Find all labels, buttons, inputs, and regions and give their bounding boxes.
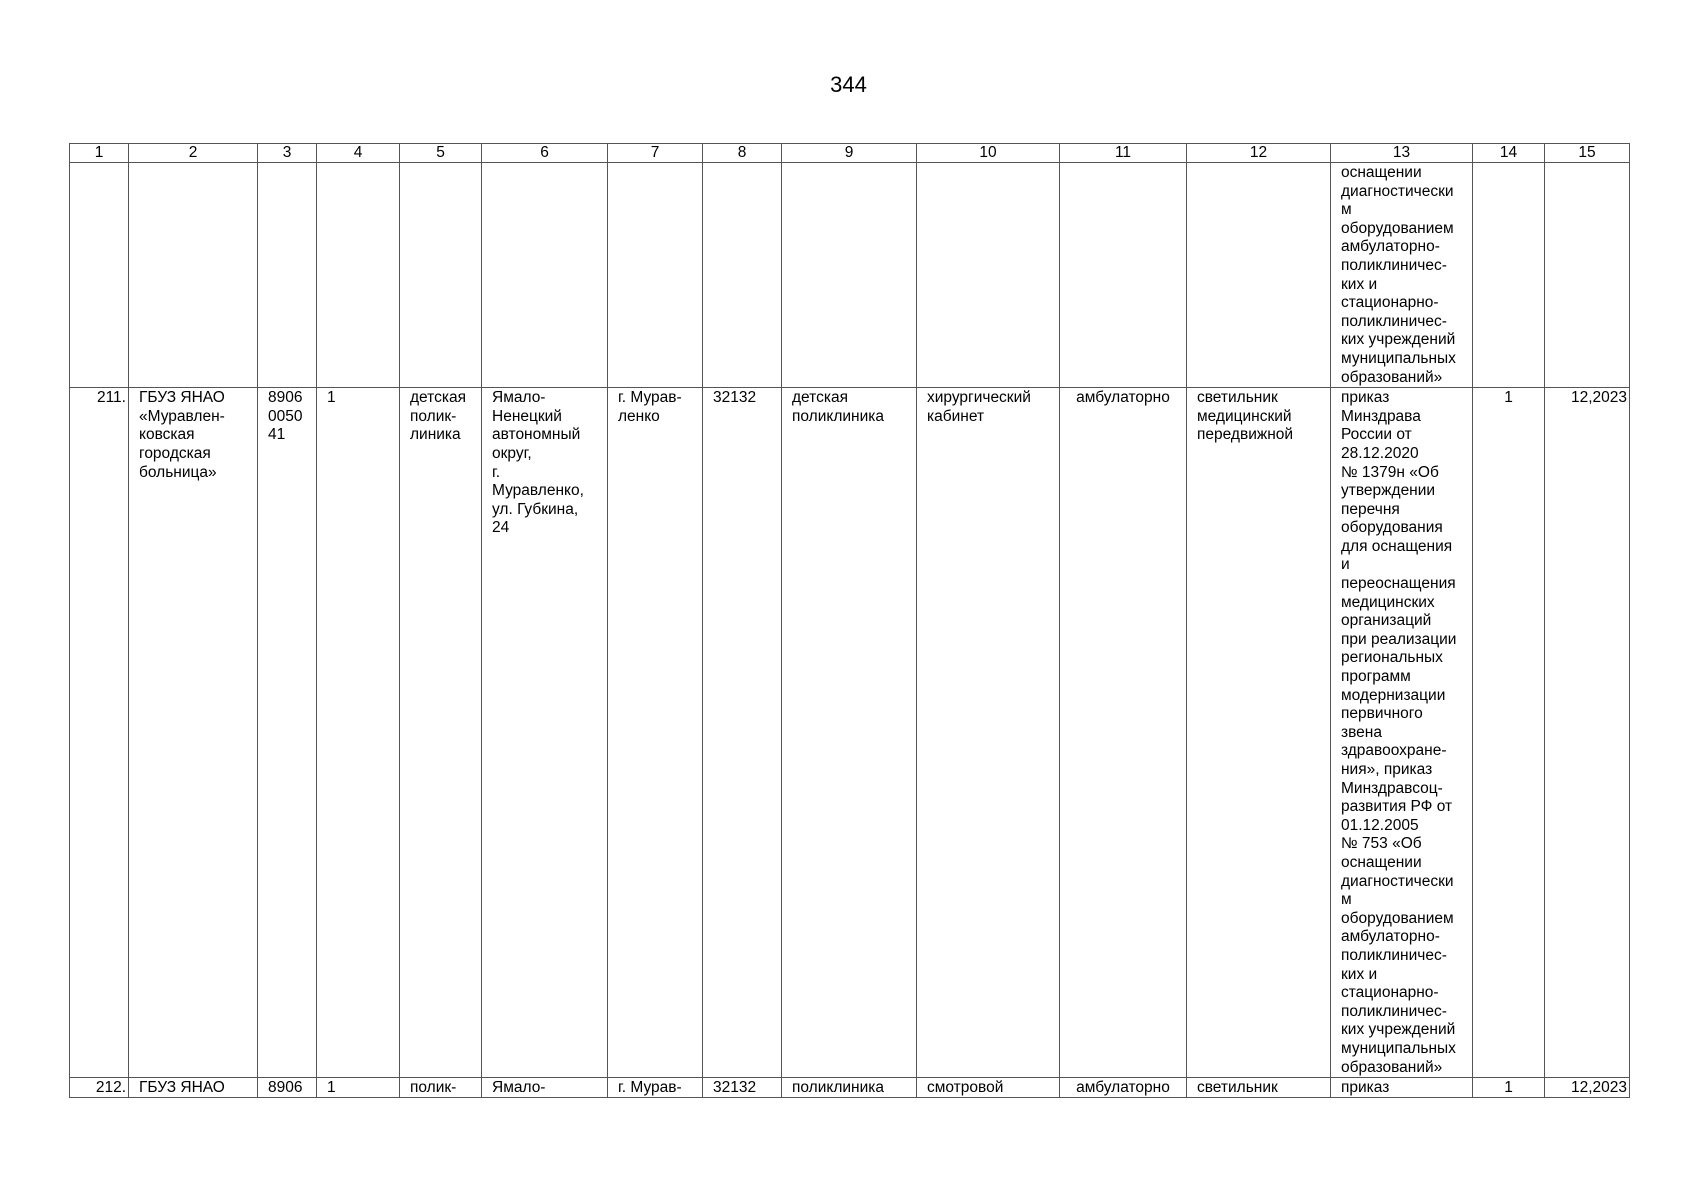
basis-document-cell: приказ [1331, 1078, 1473, 1098]
organization-code: 8906 0050 41 [258, 388, 317, 1078]
column-number: 6 [482, 144, 608, 163]
care-conditions: амбулаторно [1060, 1078, 1187, 1098]
room: хирургический кабинет [917, 388, 1060, 1078]
table-cell: 32132 [703, 1078, 782, 1098]
table-cell [917, 163, 1060, 388]
table-cell [482, 163, 608, 388]
table-row [70, 1078, 1630, 1098]
row-number: 211. [70, 388, 129, 1078]
equipment-table [69, 143, 1630, 1098]
table-cell [1187, 163, 1331, 388]
department: детская поликлиника [782, 388, 917, 1078]
organization-code: 8906 [258, 1078, 317, 1098]
address: Ямало- Ненецкий автономный округ, г. Муравленко, ул. Губкина, 24 [482, 388, 608, 1078]
room: смотровой [917, 1078, 1060, 1098]
table-cell: 1 [317, 388, 400, 1078]
table-row [70, 388, 1630, 1078]
quantity: 1 [1473, 388, 1545, 1078]
table-cell [400, 163, 482, 388]
table-cell [1545, 163, 1630, 388]
settlement: г. Мурав- ленко [608, 388, 703, 1078]
table-cell [1473, 163, 1545, 388]
period: 12,2023 [1545, 1078, 1630, 1098]
unit-type: полик- [400, 1078, 482, 1098]
column-number: 8 [703, 144, 782, 163]
column-number: 12 [1187, 144, 1331, 163]
column-number: 13 [1331, 144, 1473, 163]
department: поликлиника [782, 1078, 917, 1098]
column-number: 7 [608, 144, 703, 163]
table-cell [1060, 163, 1187, 388]
table-cell [703, 163, 782, 388]
table-cell [782, 163, 917, 388]
table-cell [129, 163, 258, 388]
column-number: 5 [400, 144, 482, 163]
basis-document-cell: приказ Минздрава России от 28.12.2020 № 1379н «Об утверждении перечня оборудования для оснащения и переоснащения медицинских организаций при реализации региональных программ модернизации первичного звена здравоохране- ния», приказ Минздравсоц- развития РФ от 01.12.2005 № 753 «Об оснащении диагностически м оборудованием амбулаторно- поликлиничес- ких и стационарно- поликлиничес- ких учреждений муниципальных образований» [1331, 388, 1473, 1078]
unit-type: детская полик- линика [400, 388, 482, 1078]
column-number-row [70, 144, 1630, 163]
address: Ямало- [482, 1078, 608, 1098]
column-number: 9 [782, 144, 917, 163]
organization-name: ГБУЗ ЯНАО [129, 1078, 258, 1098]
table-cell: 32132 [703, 388, 782, 1078]
column-number: 11 [1060, 144, 1187, 163]
settlement: г. Мурав- [608, 1078, 703, 1098]
equipment-name: светильник медицинский передвижной [1187, 388, 1331, 1078]
row-number: 212. [70, 1078, 129, 1098]
column-number: 3 [258, 144, 317, 163]
column-number: 2 [129, 144, 258, 163]
table-cell [70, 163, 129, 388]
table-cell [608, 163, 703, 388]
table-row-continuation [70, 163, 1630, 388]
table-cell [317, 163, 400, 388]
equipment-name: светильник [1187, 1078, 1331, 1098]
basis-document-cell: оснащении диагностически м оборудованием амбулаторно- поликлиничес- ких и стационарно- поликлиничес- ких учреждений муниципальных образований» [1331, 163, 1473, 388]
quantity: 1 [1473, 1078, 1545, 1098]
column-number: 14 [1473, 144, 1545, 163]
column-number: 15 [1545, 144, 1630, 163]
period: 12,2023 [1545, 388, 1630, 1078]
care-conditions: амбулаторно [1060, 388, 1187, 1078]
column-number: 10 [917, 144, 1060, 163]
page-number: 344 [830, 72, 867, 97]
column-number: 1 [70, 144, 129, 163]
table-cell [258, 163, 317, 388]
column-number: 4 [317, 144, 400, 163]
organization-name: ГБУЗ ЯНАО «Муравлен- ковская городская больница» [129, 388, 258, 1078]
table-cell: 1 [317, 1078, 400, 1098]
